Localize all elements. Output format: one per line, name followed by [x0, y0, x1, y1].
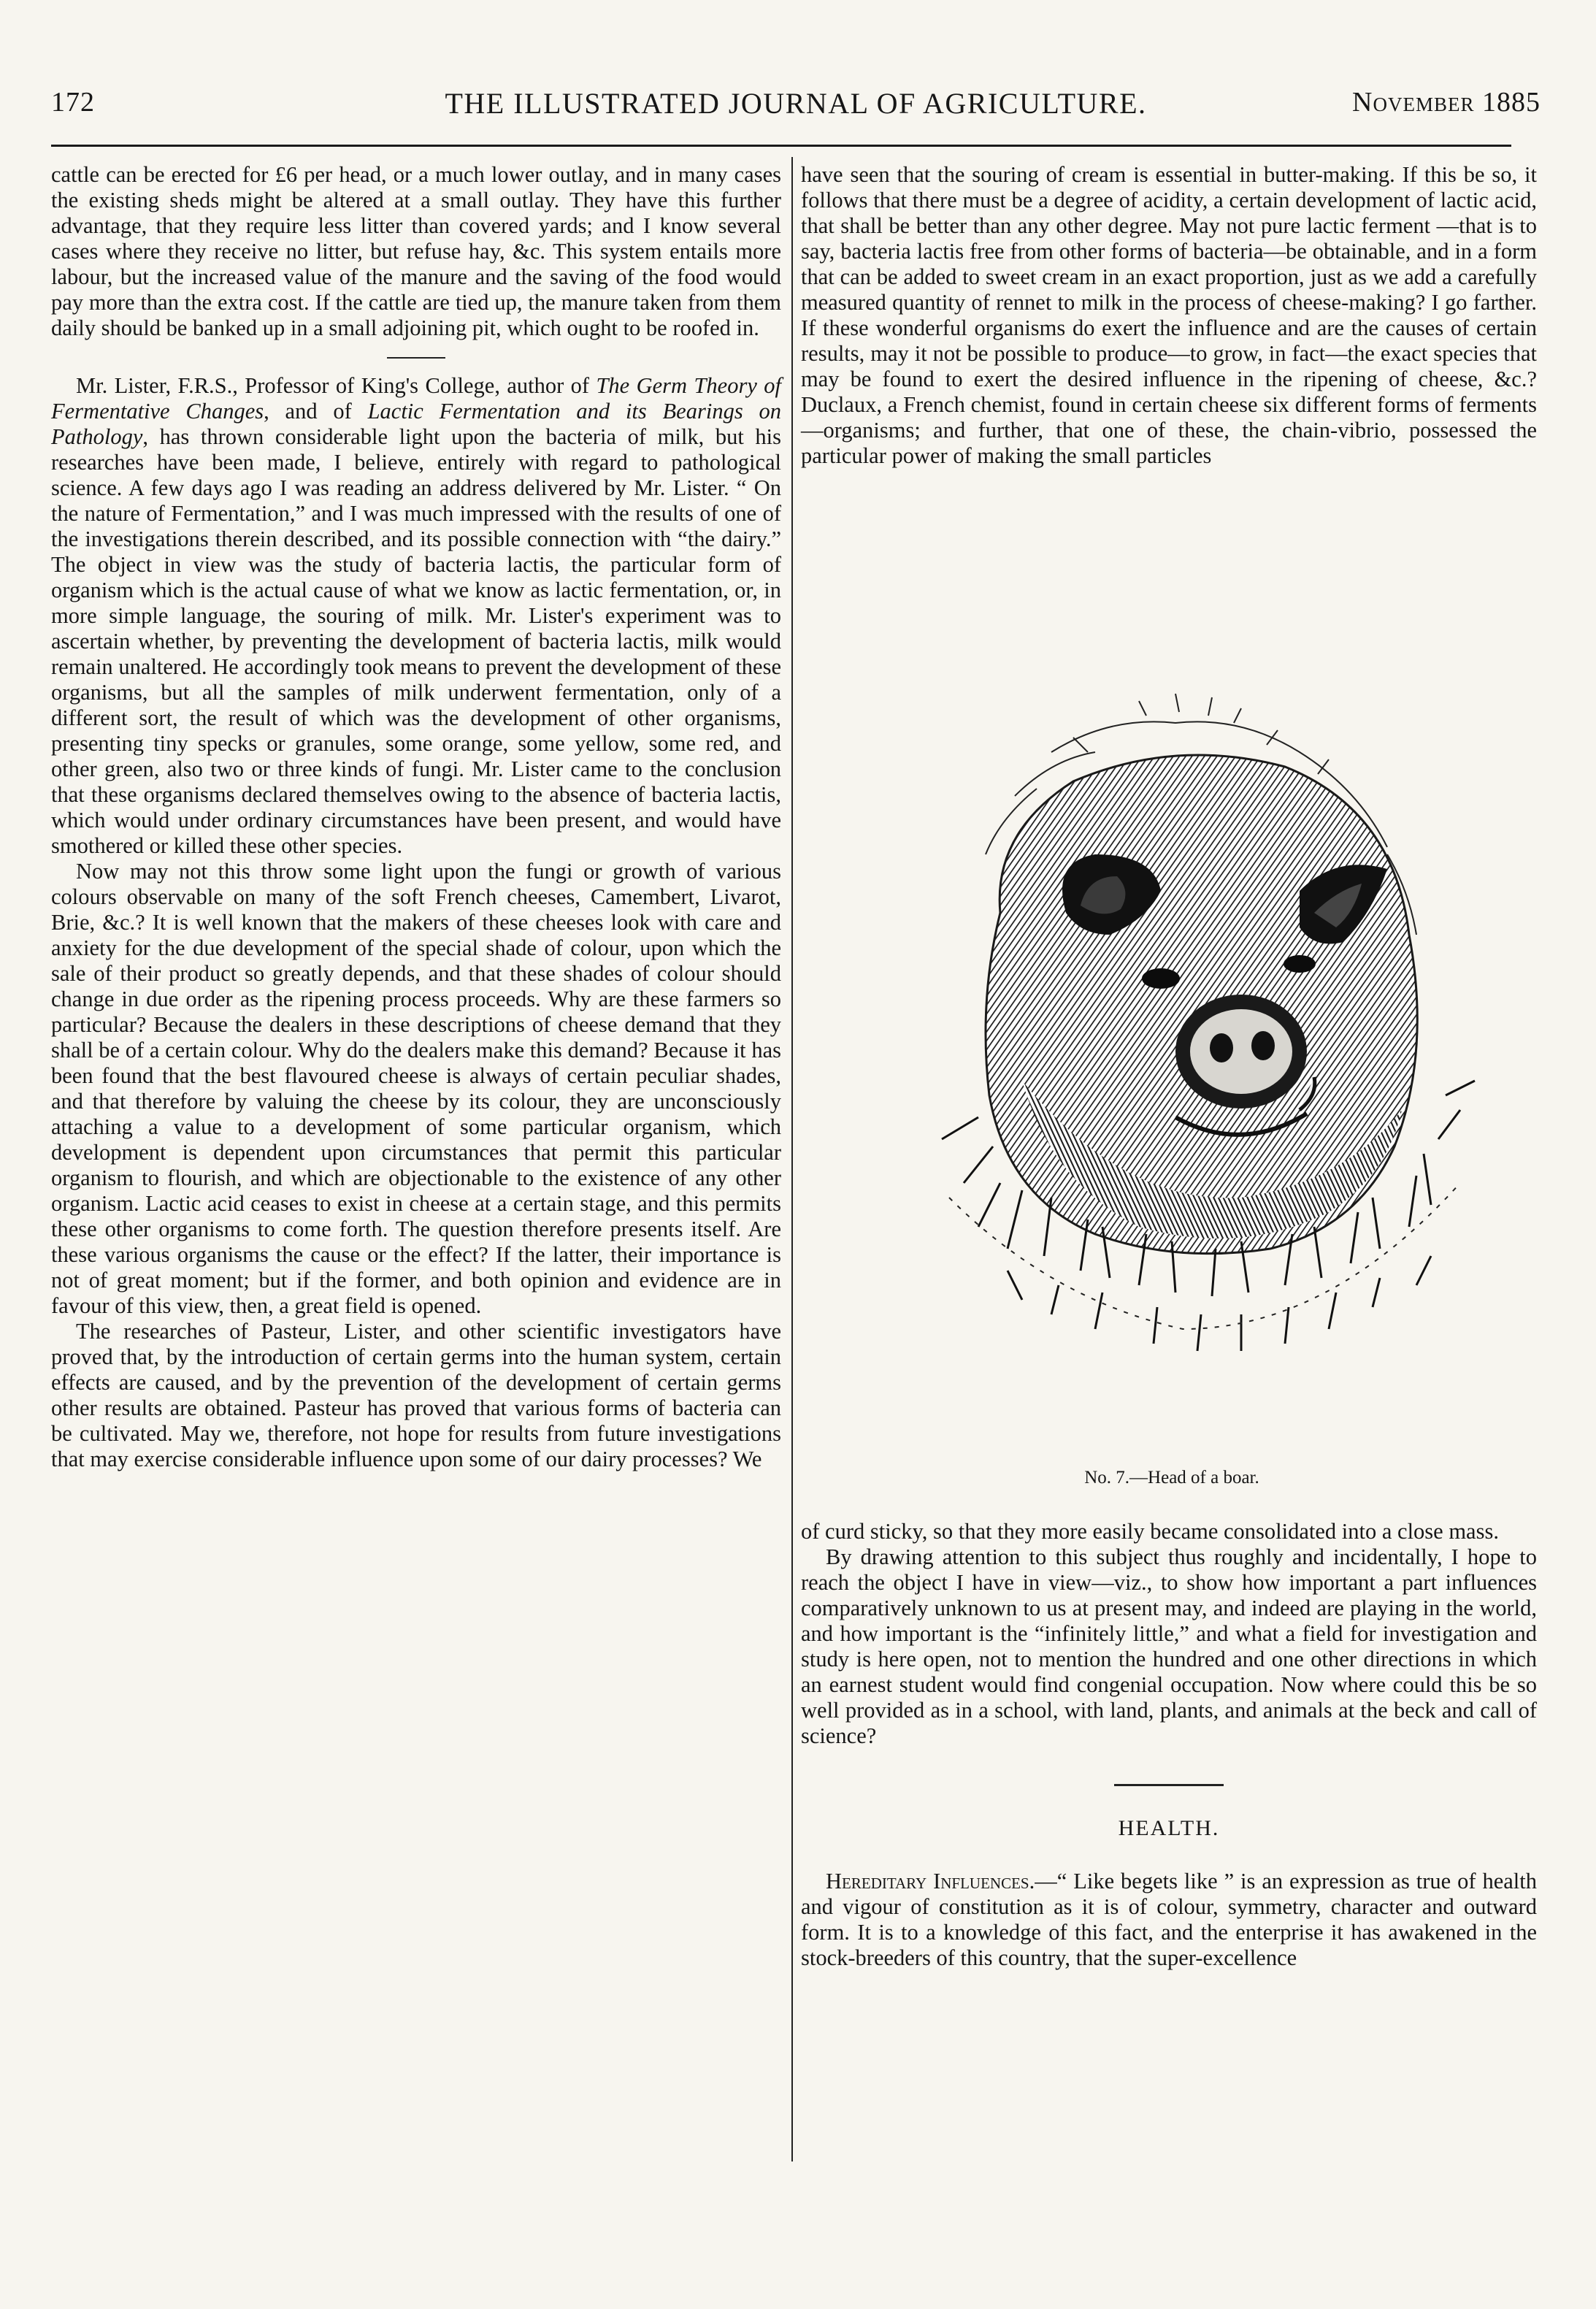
boar-head-figure: [832, 672, 1511, 1487]
paragraph-curd-sticky: of curd sticky, so that they more easily became consolidated into a close mass.: [801, 1519, 1499, 1544]
paragraph-pasteur: The researches of Pasteur, Lister, and other scientific investigators have proved that, by the introduction of certain germs into the human system, certain effects are caused, and by the prevention of the development of certain germs other results are obtained. Pasteur has proved that various forms of bacteria can be cultivated. May we, therefore, not hope for results from future investigations that may exercise considerable influence upon some of our dairy processes? We: [51, 1319, 781, 1471]
book-title-lactic-fermentation: Lactic Fermentation and its Bearings on Pathology: [51, 399, 781, 449]
section-divider: [1114, 1784, 1224, 1786]
page-header: [51, 86, 1541, 137]
page-number: 172: [51, 87, 95, 118]
paragraph-french-cheeses: Now may not this throw some light upon the fungi or growth of various colours observable on many of the soft French cheeses, Camembert, Livarot, Brie, &c.? It is well known that the makers of these cheeses look with care and anxiety for the due development of the special shade of colour, upon which the sale of their product so greatly depends, and that these shades of colour should change in due order as the ripening process proceeds. Why are these farmers so particular? Because the dealers in these descriptions of cheese demand that they shall be of a certain colour. Why do the dealers make this demand? Because it has been found that the best flavoured cheese is always of certain peculiar shades, and that therefore by valuing the cheese by its colour, they are unconsciously attaching a value to a development of some particular organism, which development is dependent upon circumstances that permit this particular organism to flourish, and which are objectionable to the existence of any other organism. Lactic acid ceases to exist in cheese at a certain stage, and this permits these other organisms to come forth. The question therefore presents itself. Are these various organisms the cause or the effect? If the latter, their importance is not of great moment; but if the former, and both opinion and evidence are in favour of this view, then, a great field is opened.: [51, 859, 781, 1318]
column-divider: [791, 157, 793, 2161]
paragraph-souring-cream: have seen that the souring of cream is essential in butter-making. If this be so, it follows that there must be a degree of acidity, a certain development of lactic acid, that shall be better than any other degree. May not pure lactic ferment —that is to say, bacteria lactis free from other forms of bacteria—be obtainable, and in a form that can be added to sweet cream in an exact proportion, just as we add a carefully measured quantity of rennet to milk in the process of cheese-making? I go farther. If these wonderful organisms do exert the influence and are the causes of certain results, may it not be possible to produce—to grow, in fact—the exact species that may be found to exert the desired influence in the ripening of cheese, &c.? Duclaux, a French chemist, found in certain cheese six different forms of ferments—organisms; and further, that one of these, the chain-vibrio, possessed the particular power of making the small particles: [801, 162, 1537, 468]
section-divider: [387, 357, 445, 359]
book-title-germ-theory: The Germ Theory of Fermentative Changes: [51, 373, 781, 424]
paragraph-lister: Mr. Lister, F.R.S., Professor of King's College, author of The Germ Theory of Fermentative Changes, and of Lactic Fermentation and its Bearings on Pathology, has thrown considerable light upon the bacteria of milk, but his researches have been made, I believe, entirely with regard to pathological science. A few days ago I was reading an address delivered by Mr. Lister. “ On the nature of Fermentation,” and I was much impressed with the results of one of the investigations therein described, and its possible connection with “the dairy.” The object in view was the study of bacteria lactis, the particular form of organism which is the actual cause of what we know as lactic fermentation, or, in more simple language, the souring of milk. Mr. Lister's experiment was to ascertain whether, by preventing the development of bacteria lactis, milk would remain unaltered. He accordingly took means to prevent the development of these organisms, but all the samples of milk underwent fermentation, only of a different sort, the result of which was the development of other organisms, presenting tiny specks or granules, some orange, some yellow, some red, and other green, also two or three kinds of fungi. Mr. Lister came to the conclusion that these organisms declared themselves owing to the absence of bacteria lactis, which would under ordinary circumstances have been present, and would have smothered or killed these other species.: [51, 373, 781, 858]
paragraph-cattle-sheds: cattle can be erected for £6 per head, or a much lower outlay, and in many cases the existing sheds might be altered at a small outlay. They have this further advantage, that they require less litter than covered yards; and I know several cases where they receive no litter, but refuse hay, &c. This system entails more labour, but the increased value of the manure and the saving of the food would pay more than the extra cost. If the cattle are tied up, the manure taken from them daily should be banked up in a small adjoining pit, which ought to be roofed in.: [51, 162, 781, 340]
right-column-top: [801, 162, 1537, 469]
paragraph-hereditary-influences: Hereditary Influences.—“ Like begets like ” is an expression as true of health and vigour of constitution as it is of colour, symmetry, character and outward form. It is to a knowledge of this fact, and the enterprise it has awakened in the stock-breeders of this country, that the super-excellence: [801, 1869, 1537, 1970]
right-column-bottom: [801, 1519, 1537, 1971]
header-rule: [51, 145, 1511, 147]
section-heading-health: HEALTH.: [1118, 1816, 1220, 1840]
left-column: [51, 162, 781, 1472]
figure-caption: No. 7.—Head of a boar.: [1084, 1468, 1259, 1487]
journal-title: THE ILLUSTRATED JOURNAL OF AGRICULTURE.: [445, 87, 1147, 120]
run-in-heading: Hereditary Influences.: [826, 1869, 1035, 1893]
boar-head-illustration-icon: [832, 672, 1511, 1460]
issue-date: November 1885: [1352, 87, 1541, 118]
paragraph-drawing-attention: By drawing attention to this subject thus roughly and incidentally, I hope to reach the object I have in view—viz., to show how important a part influences comparatively unknown to us at present may, and indeed are playing in the world, and how important is the “infinitely little,” and what a field for investigation and study is here open, not to mention the hundred and one other directions in which an earnest student would find congenial occupation. Now where could this be so well provided as in a school, with land, plants, and animals at the beck and call of science?: [801, 1544, 1537, 1748]
